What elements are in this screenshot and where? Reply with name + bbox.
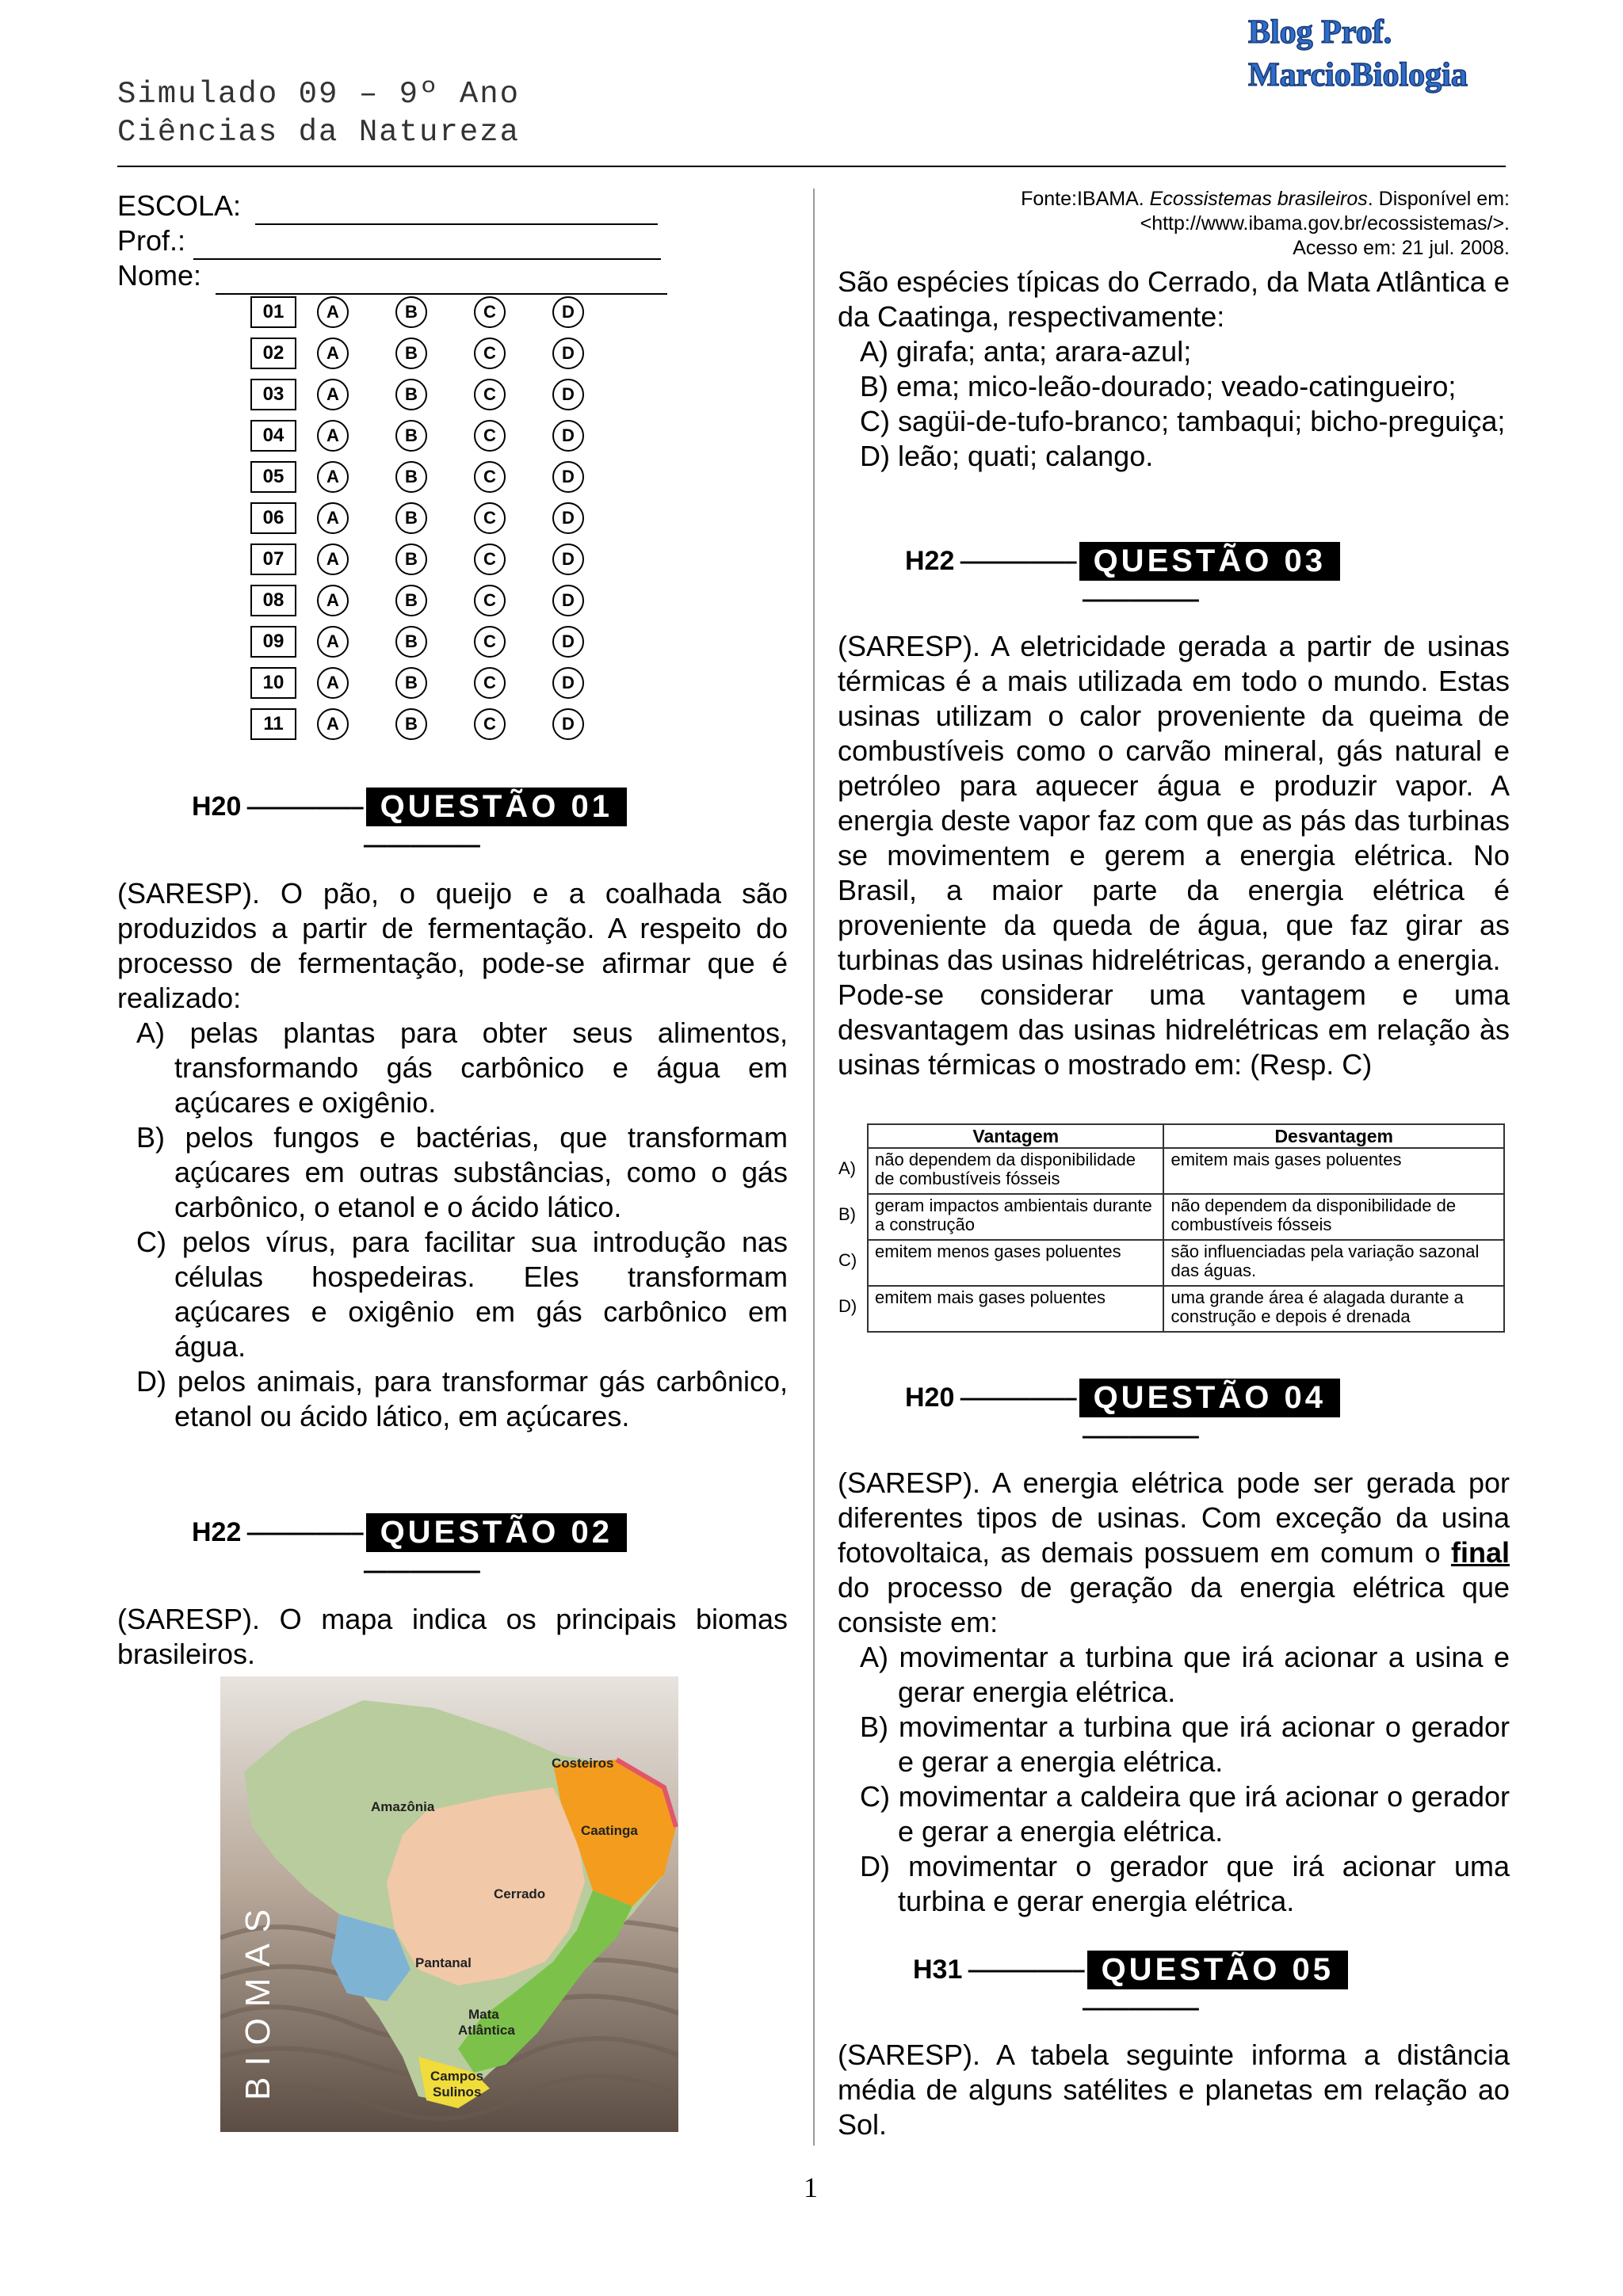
q3-letter-d[interactable]: D) xyxy=(838,1296,857,1316)
answer-bubble[interactable]: D xyxy=(552,461,584,493)
q3-row-c-vantagem: emitem menos gases poluentes xyxy=(868,1240,1163,1286)
map-label-pantanal: Pantanal xyxy=(415,1955,472,1970)
answer-sheet xyxy=(250,292,659,754)
answer-bubble[interactable]: B xyxy=(395,708,427,740)
answer-row-number: 03 xyxy=(250,379,296,410)
answer-bubble[interactable]: B xyxy=(395,502,427,534)
school-label: ESCOLA: xyxy=(117,189,242,222)
answer-row xyxy=(250,333,659,374)
q3-options-table xyxy=(867,1123,1505,1333)
answer-bubble[interactable]: C xyxy=(474,379,506,410)
q1-body xyxy=(117,876,788,1434)
answer-bubble[interactable]: C xyxy=(474,296,506,328)
map-label-mata-1: Mata xyxy=(468,2007,499,2022)
answer-bubble[interactable]: A xyxy=(317,585,349,616)
q3-header xyxy=(905,542,1340,581)
answer-bubble[interactable]: A xyxy=(317,379,349,410)
q3-letter-c[interactable]: C) xyxy=(838,1250,857,1270)
source-access: Acesso em: 21 jul. 2008. xyxy=(1293,237,1510,259)
q5-skill-code: H31 xyxy=(913,1955,963,1985)
answer-row xyxy=(250,498,659,539)
answer-bubble[interactable]: C xyxy=(474,461,506,493)
q2-skill-code: H22 xyxy=(192,1517,242,1547)
answer-bubble[interactable]: D xyxy=(552,626,584,658)
q2-option-b[interactable]: B) ema; mico-leão-dourado; veado-catingueiro; xyxy=(860,370,1457,402)
answer-bubble[interactable]: D xyxy=(552,667,584,699)
q4-stem xyxy=(838,1466,1510,1640)
answer-bubble[interactable]: A xyxy=(317,626,349,658)
school-line[interactable] xyxy=(255,189,658,225)
q4-option-c[interactable]: C) movimentar a caldeira que irá acionar o gerador e gerar a energia elétrica. xyxy=(860,1780,1510,1848)
school-field[interactable] xyxy=(117,189,658,225)
q4-header xyxy=(905,1379,1340,1417)
answer-row-number: 09 xyxy=(250,626,296,658)
answer-bubble[interactable]: D xyxy=(552,708,584,740)
q4-dash: –––––––––– xyxy=(954,1384,1076,1411)
q1-option-d[interactable]: D) pelos animais, para transformar gás carbônico, etanol ou ácido lático, em açúcares. xyxy=(136,1365,788,1432)
q4-option-b[interactable]: B) movimentar a turbina que irá acionar o gerador e gerar a energia elétrica. xyxy=(860,1711,1510,1778)
answer-bubble[interactable]: B xyxy=(395,461,427,493)
answer-bubble[interactable]: D xyxy=(552,585,584,616)
q5-stem: (SARESP). A tabela seguinte informa a distância média de alguns satélites e planetas em relação ao Sol. xyxy=(838,2039,1510,2141)
teacher-line[interactable] xyxy=(193,223,661,260)
q4-option-a[interactable]: A) movimentar a turbina que irá acionar a usina e gerar energia elétrica. xyxy=(860,1641,1510,1708)
q2-option-a[interactable]: A) girafa; anta; arara-azul; xyxy=(860,335,1192,368)
q5-dash: –––––––––– xyxy=(962,1956,1084,1983)
answer-bubble[interactable]: D xyxy=(552,543,584,575)
answer-row-number: 08 xyxy=(250,585,296,616)
answer-bubble[interactable]: C xyxy=(474,667,506,699)
q2-stem-block xyxy=(117,1602,788,1672)
name-line[interactable] xyxy=(216,258,667,295)
q1-header xyxy=(192,788,627,826)
answer-bubble[interactable]: B xyxy=(395,296,427,328)
q3-row-d-vantagem: emitem mais gases poluentes xyxy=(868,1286,1163,1332)
answer-bubble[interactable]: A xyxy=(317,502,349,534)
source-title: Ecossistemas brasileiros xyxy=(1149,188,1368,210)
q5-label: QUESTÃO 05 xyxy=(1087,1951,1348,1989)
q3-label: QUESTÃO 03 xyxy=(1079,542,1340,581)
q2-source xyxy=(838,187,1510,261)
answer-bubble[interactable]: A xyxy=(317,461,349,493)
q3-letter-b[interactable]: B) xyxy=(838,1204,856,1224)
biomes-map xyxy=(220,1676,678,2132)
q2-prompt: São espécies típicas do Cerrado, da Mata Atlântica e da Caatinga, respectivamente: xyxy=(838,265,1510,333)
answer-row-number: 10 xyxy=(250,667,296,699)
answer-row-number: 02 xyxy=(250,338,296,369)
q1-stem: (SARESP). O pão, o queijo e a coalhada são produzidos a partir de fermentação. A respeito do processo de fermentação, pode-se afirmar que é realizado: xyxy=(117,877,788,1014)
q2-stem: (SARESP). O mapa indica os principais biomas brasileiros. xyxy=(117,1603,788,1670)
answer-row xyxy=(250,292,659,333)
q2-dash2: –––––––––– xyxy=(363,1558,479,1584)
answer-bubble[interactable]: D xyxy=(552,338,584,369)
answer-row xyxy=(250,415,659,456)
source-suffix: . Disponível em: xyxy=(1367,188,1510,210)
map-label-campos-1: Campos xyxy=(430,2069,484,2084)
subject-title: Ciências da Natureza xyxy=(117,115,521,150)
answer-bubble[interactable]: C xyxy=(474,543,506,575)
answer-bubble[interactable]: B xyxy=(395,543,427,575)
q3-dash: –––––––––– xyxy=(954,547,1076,574)
column-divider xyxy=(813,189,815,2145)
q3-prompt: Pode-se considerar uma vantagem e uma desvantagem das usinas hidrelétricas em relação às usinas térmicas o mostrado em: (Resp. C) xyxy=(838,978,1510,1081)
q1-option-a[interactable]: A) pelas plantas para obter seus alimentos, transformando gás carbônico e água em açúcares e oxigênio. xyxy=(136,1016,788,1119)
q3-table-header xyxy=(868,1124,1504,1148)
name-field[interactable] xyxy=(117,258,667,295)
map-label-campos-2: Sulinos xyxy=(433,2084,482,2100)
answer-bubble[interactable]: A xyxy=(317,543,349,575)
q5-header xyxy=(913,1951,1348,1989)
name-label: Nome: xyxy=(117,259,202,292)
answer-bubble[interactable]: C xyxy=(474,708,506,740)
q3-row-b-desvantagem: não dependem da disponibilidade de combustíveis fósseis xyxy=(1163,1194,1504,1240)
answer-bubble[interactable]: A xyxy=(317,708,349,740)
answer-row xyxy=(250,704,659,745)
map-label-mata-2: Atlântica xyxy=(458,2023,515,2038)
answer-bubble[interactable]: B xyxy=(395,667,427,699)
answer-bubble[interactable]: B xyxy=(395,626,427,658)
q2-continuation xyxy=(838,265,1510,474)
answer-bubble[interactable]: A xyxy=(317,667,349,699)
answer-bubble[interactable]: A xyxy=(317,338,349,369)
answer-bubble[interactable]: C xyxy=(474,502,506,534)
answer-row-number: 05 xyxy=(250,461,296,493)
page-number: 1 xyxy=(804,2172,818,2203)
answer-row xyxy=(250,662,659,704)
q2-option-d[interactable]: D) leão; quati; calango. xyxy=(860,440,1154,472)
source-url[interactable]: <http://www.ibama.gov.br/ecossistemas/>. xyxy=(1140,212,1510,235)
exam-title: Simulado 09 – 9º Ano xyxy=(117,77,521,112)
q4-label: QUESTÃO 04 xyxy=(1079,1379,1340,1417)
answer-bubble[interactable]: C xyxy=(474,420,506,452)
answer-bubble[interactable]: D xyxy=(552,379,584,410)
q3-body xyxy=(838,629,1510,1082)
q3-row-b-vantagem: geram impactos ambientais durante a construção xyxy=(868,1194,1163,1240)
logo-text-line1: Blog Prof. xyxy=(1248,14,1392,51)
answer-row-number: 01 xyxy=(250,296,296,328)
teacher-field[interactable] xyxy=(117,223,661,260)
answer-row xyxy=(250,621,659,662)
answer-bubble[interactable]: A xyxy=(317,296,349,328)
answer-bubble[interactable]: B xyxy=(395,585,427,616)
answer-bubble[interactable]: C xyxy=(474,338,506,369)
answer-row-number: 11 xyxy=(250,708,296,740)
answer-bubble[interactable]: D xyxy=(552,502,584,534)
q2-option-c[interactable]: C) sagüi-de-tufo-branco; tambaqui; bicho-preguiça; xyxy=(860,405,1506,437)
q3-row-d-desvantagem: uma grande área é alagada durante a construção e depois é drenada xyxy=(1163,1286,1504,1332)
table-row[interactable] xyxy=(868,1148,1504,1194)
answer-bubble[interactable]: A xyxy=(317,420,349,452)
answer-bubble[interactable]: B xyxy=(395,420,427,452)
answer-bubble[interactable]: C xyxy=(474,585,506,616)
answer-row xyxy=(250,580,659,621)
map-label-amazonia: Amazônia xyxy=(371,1799,435,1814)
q2-header xyxy=(192,1513,627,1552)
table-row[interactable] xyxy=(868,1240,1504,1286)
header-divider xyxy=(117,166,1506,167)
q3-skill-code: H22 xyxy=(905,546,955,576)
q4-stem-part1: (SARESP). A energia elétrica pode ser gerada por diferentes tipos de usinas. Com exceção da usina fotovoltaica, as demais possuem em comum o xyxy=(838,1466,1510,1569)
q3-stem: (SARESP). A eletricidade gerada a partir de usinas térmicas é a mais utilizada em todo o mundo. Estas usinas utilizam o calor proveniente da queima de combustíveis como o carvão mineral, gás natural e petróleo para aquecer água e produzir vapor. A energia deste vapor faz com que as pás das turbinas se movimentem e gerem a energia elétrica. No Brasil, a maior parte da energia elétrica é proveniente da queda de água, que faz girar as turbinas das usinas hidrelétricas, gerando a energia. xyxy=(838,630,1510,976)
answer-row xyxy=(250,539,659,580)
map-vertical-title: BIOMAS xyxy=(239,1897,277,2100)
answer-row-number: 07 xyxy=(250,543,296,575)
answer-row xyxy=(250,456,659,498)
q3-row-a-vantagem: não dependem da disponibilidade de combustíveis fósseis xyxy=(868,1148,1163,1194)
q4-dash2: –––––––––– xyxy=(1082,1423,1198,1449)
answer-bubble[interactable]: D xyxy=(552,296,584,328)
q1-dash2: –––––––––– xyxy=(363,832,479,858)
q3-col-desvantagem: Desvantagem xyxy=(1163,1124,1504,1148)
map-label-costeiros: Costeiros xyxy=(552,1756,614,1771)
q1-option-c[interactable]: C) pelos vírus, para facilitar sua introdução nas células hospedeiras. Eles transformam açúcares e oxigênio em gás carbônico em água. xyxy=(136,1226,788,1363)
q5-dash2: –––––––––– xyxy=(1082,1995,1198,2021)
q5-body xyxy=(838,2038,1510,2142)
teacher-label: Prof.: xyxy=(117,224,186,257)
answer-bubble[interactable]: D xyxy=(552,420,584,452)
q3-col-vantagem: Vantagem xyxy=(868,1124,1163,1148)
map-label-cerrado: Cerrado xyxy=(494,1886,546,1901)
q3-dash2: –––––––––– xyxy=(1082,586,1198,612)
q2-label: QUESTÃO 02 xyxy=(366,1513,627,1552)
q4-stem-part2: do processo de geração da energia elétrica que consiste em: xyxy=(838,1571,1510,1638)
source-prefix: Fonte:IBAMA. xyxy=(1021,188,1150,210)
q4-option-d[interactable]: D) movimentar o gerador que irá acionar uma turbina e gerar energia elétrica. xyxy=(860,1850,1510,1917)
table-row[interactable] xyxy=(868,1194,1504,1240)
q1-skill-code: H20 xyxy=(192,791,242,822)
q2-dash: –––––––––– xyxy=(241,1519,363,1546)
q4-body xyxy=(838,1466,1510,1919)
answer-bubble[interactable]: B xyxy=(395,338,427,369)
q4-skill-code: H20 xyxy=(905,1383,955,1413)
answer-row-number: 06 xyxy=(250,502,296,534)
q3-row-c-desvantagem: são influenciadas pela variação sazonal das águas. xyxy=(1163,1240,1504,1286)
document-header xyxy=(117,75,520,151)
q1-option-b[interactable]: B) pelos fungos e bactérias, que transformam açúcares em outras substâncias, como o gás carbônico, o etanol e o ácido lático. xyxy=(136,1121,788,1223)
q4-stem-emphasis: final xyxy=(1450,1536,1510,1569)
answer-row xyxy=(250,374,659,415)
answer-bubble[interactable]: B xyxy=(395,379,427,410)
map-label-caatinga: Caatinga xyxy=(581,1823,638,1838)
table-row[interactable] xyxy=(868,1286,1504,1332)
q3-letter-a[interactable]: A) xyxy=(838,1158,856,1178)
q1-label: QUESTÃO 01 xyxy=(366,788,627,826)
blog-logo xyxy=(1240,6,1470,101)
answer-bubble[interactable]: C xyxy=(474,626,506,658)
logo-text-line2: MarcioBiologia xyxy=(1248,57,1468,93)
answer-row-number: 04 xyxy=(250,420,296,452)
q1-dash: –––––––––– xyxy=(241,793,363,820)
q3-row-a-desvantagem: emitem mais gases poluentes xyxy=(1163,1148,1504,1194)
